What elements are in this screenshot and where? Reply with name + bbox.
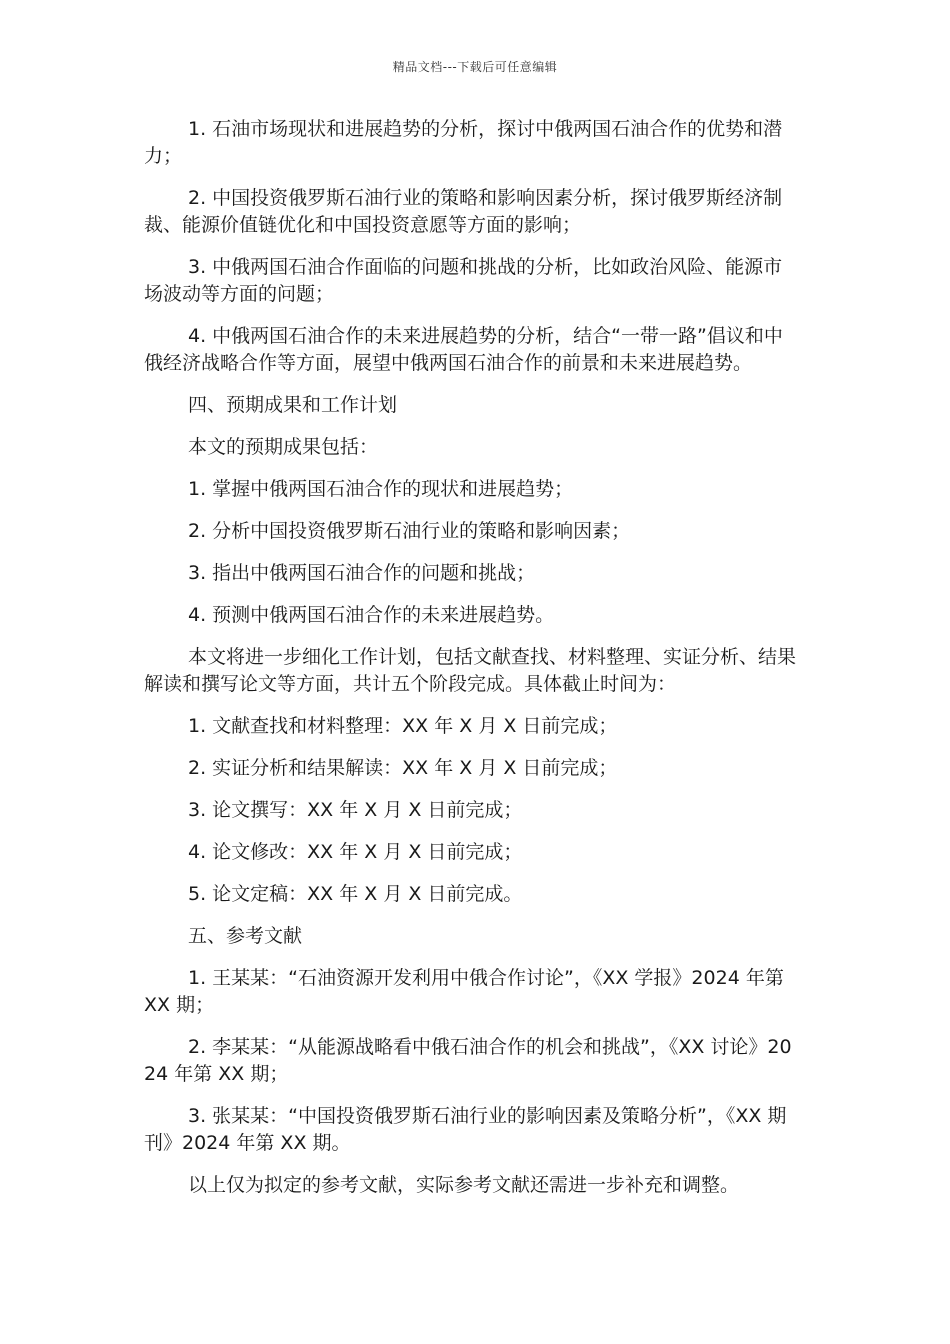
section-heading-expected-results: 四、预期成果和工作计划 <box>188 394 398 416</box>
paragraph-schedule-item-3: 3. 论文撰写：XX 年 X 月 X 日前完成； <box>188 799 523 821</box>
paragraph-result-item-4: 4. 预测中俄两国石油合作的未来进展趋势。 <box>188 604 555 626</box>
paragraph-research-item-4: 4. 中俄两国石油合作的未来进展趋势的分析，结合“一带一路”倡议和中俄经济战略合作等方面，展望中俄两国石油合作的前景和未来进展趋势。 <box>144 325 783 374</box>
paragraph-schedule-item-2: 2. 实证分析和结果解读：XX 年 X 月 X 日前完成； <box>188 757 618 779</box>
paragraph-references-note: 以上仅为拟定的参考文献，实际参考文献还需进一步补充和调整。 <box>188 1174 740 1196</box>
paragraph-result-item-3: 3. 指出中俄两国石油合作的问题和挑战； <box>188 562 536 584</box>
paragraph-research-item-2: 2. 中国投资俄罗斯石油行业的策略和影响因素分析，探讨俄罗斯经济制裁、能源价值链优化和中国投资意愿等方面的影响； <box>144 187 783 236</box>
paragraph-work-plan-intro: 本文将进一步细化工作计划，包括文献查找、材料整理、实证分析、结果解读和撰写论文等方面，共计五个阶段完成。具体截止时间为： <box>144 646 797 695</box>
paragraph-results-intro: 本文的预期成果包括： <box>188 436 379 458</box>
paragraph-schedule-item-4: 4. 论文修改：XX 年 X 月 X 日前完成； <box>188 841 523 863</box>
paragraph-result-item-2: 2. 分析中国投资俄罗斯石油行业的策略和影响因素； <box>188 520 631 542</box>
paragraph-result-item-1: 1. 掌握中俄两国石油合作的现状和进展趋势； <box>188 478 574 500</box>
paragraph-research-item-3: 3. 中俄两国石油合作面临的问题和挑战的分析，比如政治风险、能源市场波动等方面的问题； <box>144 256 783 305</box>
paragraph-reference-1: 1. 王某某：“石油资源开发利用中俄合作讨论”，《XX 学报》2024 年第 XX 期； <box>144 967 790 1016</box>
paragraph-reference-2: 2. 李某某：“从能源战略看中俄石油合作的机会和挑战”，《XX 讨论》2024 年第 XX 期； <box>144 1036 792 1085</box>
section-heading-references: 五、参考文献 <box>188 925 303 947</box>
paragraph-schedule-item-1: 1. 文献查找和材料整理：XX 年 X 月 X 日前完成； <box>188 715 618 737</box>
paragraph-reference-3: 3. 张某某：“中国投资俄罗斯石油行业的影响因素及策略分析”，《XX 期刊》2024 年第 XX 期。 <box>144 1105 787 1154</box>
document-body <box>144 116 800 1214</box>
paragraph-research-item-1: 1. 石油市场现状和进展趋势的分析，探讨中俄两国石油合作的优势和潜力； <box>144 118 783 167</box>
paragraph-schedule-item-5: 5. 论文定稿：XX 年 X 月 X 日前完成。 <box>188 883 523 905</box>
page-header: 精品文档---下载后可任意编辑 <box>392 60 558 74</box>
